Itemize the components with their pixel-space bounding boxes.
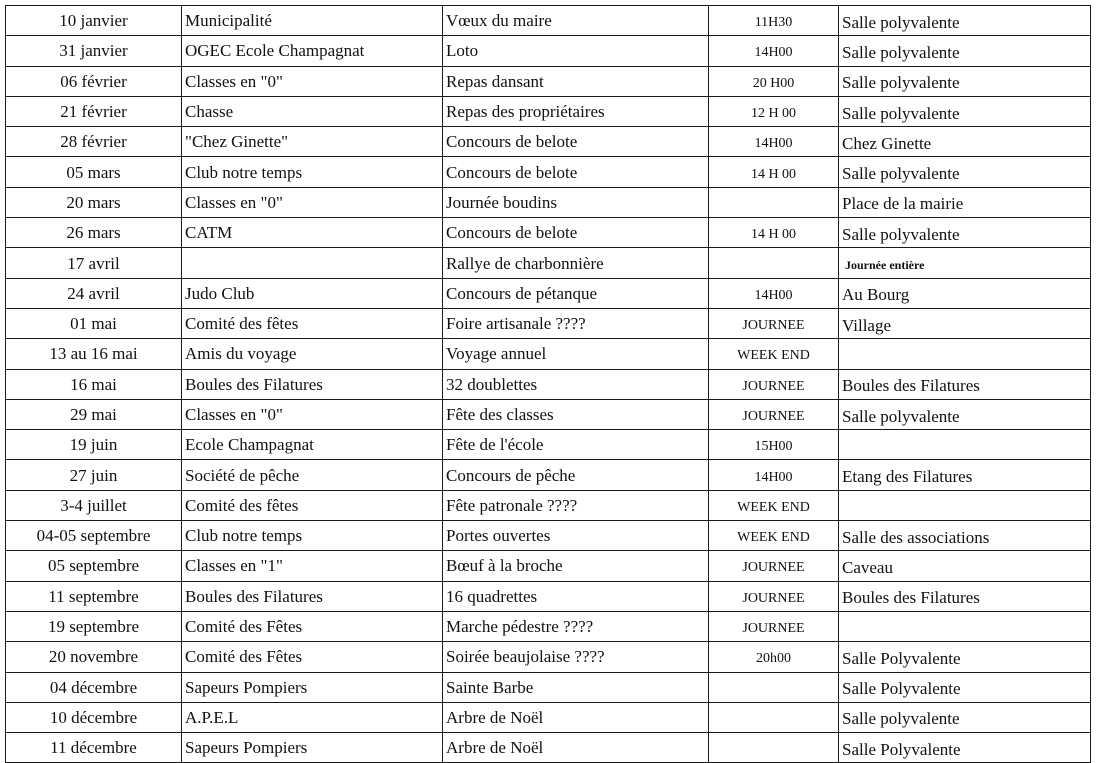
event-location-cell: Journée entière <box>839 248 1091 278</box>
event-date-cell: 06 février <box>6 66 182 96</box>
organizer-cell: OGEC Ecole Champagnat <box>182 36 443 66</box>
table-row <box>6 642 1091 672</box>
table-row <box>6 399 1091 429</box>
organizer-cell: Sapeurs Pompiers <box>182 672 443 702</box>
event-time-cell: 20h00 <box>709 642 839 672</box>
event-date-cell: 29 mai <box>6 399 182 429</box>
organizer-cell: Club notre temps <box>182 521 443 551</box>
event-time-cell: 15H00 <box>709 430 839 460</box>
table-row <box>6 611 1091 641</box>
event-date-cell: 26 mars <box>6 218 182 248</box>
table-row <box>6 6 1091 36</box>
event-name-cell: Loto <box>443 36 709 66</box>
event-name-cell: Fête des classes <box>443 399 709 429</box>
organizer-cell: Boules des Filatures <box>182 369 443 399</box>
event-time-cell: JOURNEE <box>709 399 839 429</box>
organizer-cell: A.P.E.L <box>182 702 443 732</box>
table-row <box>6 66 1091 96</box>
event-location-cell: Salle polyvalente <box>839 96 1091 126</box>
event-location-cell: Salle polyvalente <box>839 702 1091 732</box>
organizer-cell: Comité des Fêtes <box>182 611 443 641</box>
event-date-cell: 16 mai <box>6 369 182 399</box>
organizer-cell: Chasse <box>182 96 443 126</box>
event-date-cell: 19 juin <box>6 430 182 460</box>
event-time-cell: WEEK END <box>709 490 839 520</box>
table-row <box>6 733 1091 763</box>
event-time-cell <box>709 187 839 217</box>
table-row <box>6 278 1091 308</box>
event-date-cell: 20 novembre <box>6 642 182 672</box>
event-date-cell: 05 septembre <box>6 551 182 581</box>
event-time-cell: JOURNEE <box>709 308 839 338</box>
event-location-cell: Salle polyvalente <box>839 399 1091 429</box>
event-time-cell: 14H00 <box>709 36 839 66</box>
table-row <box>6 157 1091 187</box>
events-calendar-table <box>5 5 1091 763</box>
event-name-cell: 32 doublettes <box>443 369 709 399</box>
event-date-cell: 21 février <box>6 96 182 126</box>
table-row <box>6 339 1091 369</box>
organizer-cell: Classes en "0" <box>182 187 443 217</box>
event-name-cell: Repas dansant <box>443 66 709 96</box>
table-row <box>6 369 1091 399</box>
event-location-cell: Caveau <box>839 551 1091 581</box>
event-name-cell: Vœux du maire <box>443 6 709 36</box>
table-row <box>6 702 1091 732</box>
event-location-cell: Chez Ginette <box>839 127 1091 157</box>
event-location-cell: Salle polyvalente <box>839 157 1091 187</box>
event-name-cell: Soirée beaujolaise ???? <box>443 642 709 672</box>
organizer-cell: Municipalité <box>182 6 443 36</box>
table-row <box>6 218 1091 248</box>
event-date-cell: 05 mars <box>6 157 182 187</box>
events-table-body <box>6 6 1091 763</box>
event-date-cell: 11 septembre <box>6 581 182 611</box>
event-date-cell: 10 décembre <box>6 702 182 732</box>
event-date-cell: 3-4 juillet <box>6 490 182 520</box>
organizer-cell: Classes en "0" <box>182 399 443 429</box>
event-name-cell: 16 quadrettes <box>443 581 709 611</box>
table-row <box>6 308 1091 338</box>
event-location-cell: Salle polyvalente <box>839 66 1091 96</box>
event-date-cell: 19 septembre <box>6 611 182 641</box>
event-time-cell: WEEK END <box>709 521 839 551</box>
event-time-cell: JOURNEE <box>709 581 839 611</box>
event-date-cell: 11 décembre <box>6 733 182 763</box>
table-row <box>6 672 1091 702</box>
event-location-cell: Etang des Filatures <box>839 460 1091 490</box>
event-date-cell: 27 juin <box>6 460 182 490</box>
event-location-cell: Village <box>839 308 1091 338</box>
event-location-cell: Boules des Filatures <box>839 369 1091 399</box>
event-name-cell: Repas des propriétaires <box>443 96 709 126</box>
table-row <box>6 127 1091 157</box>
event-time-cell: 14H00 <box>709 278 839 308</box>
organizer-cell: Boules des Filatures <box>182 581 443 611</box>
event-time-cell <box>709 672 839 702</box>
table-row <box>6 248 1091 278</box>
event-location-cell <box>839 430 1091 460</box>
organizer-cell: Ecole Champagnat <box>182 430 443 460</box>
organizer-cell: Comité des fêtes <box>182 490 443 520</box>
event-date-cell: 24 avril <box>6 278 182 308</box>
table-row <box>6 36 1091 66</box>
event-location-cell: Boules des Filatures <box>839 581 1091 611</box>
event-location-cell: Salle polyvalente <box>839 6 1091 36</box>
organizer-cell: Amis du voyage <box>182 339 443 369</box>
organizer-cell: Société de pêche <box>182 460 443 490</box>
event-name-cell: Journée boudins <box>443 187 709 217</box>
event-time-cell: 14 H 00 <box>709 218 839 248</box>
organizer-cell: Sapeurs Pompiers <box>182 733 443 763</box>
event-date-cell: 04-05 septembre <box>6 521 182 551</box>
event-location-cell <box>839 611 1091 641</box>
event-date-cell: 01 mai <box>6 308 182 338</box>
event-time-cell <box>709 248 839 278</box>
event-date-cell: 17 avril <box>6 248 182 278</box>
event-time-cell <box>709 733 839 763</box>
event-time-cell: 14H00 <box>709 460 839 490</box>
event-name-cell: Rallye de charbonnière <box>443 248 709 278</box>
event-time-cell: JOURNEE <box>709 611 839 641</box>
event-name-cell: Foire artisanale ???? <box>443 308 709 338</box>
event-location-cell: Salle Polyvalente <box>839 642 1091 672</box>
event-name-cell: Arbre de Noël <box>443 733 709 763</box>
table-row <box>6 187 1091 217</box>
event-name-cell: Bœuf à la broche <box>443 551 709 581</box>
organizer-cell: Comité des Fêtes <box>182 642 443 672</box>
event-time-cell: 20 H00 <box>709 66 839 96</box>
event-date-cell: 31 janvier <box>6 36 182 66</box>
event-name-cell: Fête de l'école <box>443 430 709 460</box>
table-row <box>6 96 1091 126</box>
organizer-cell: Judo Club <box>182 278 443 308</box>
event-name-cell: Sainte Barbe <box>443 672 709 702</box>
event-name-cell: Concours de belote <box>443 218 709 248</box>
event-location-cell: Au Bourg <box>839 278 1091 308</box>
event-location-cell: Salle Polyvalente <box>839 733 1091 763</box>
event-name-cell: Marche pédestre ???? <box>443 611 709 641</box>
event-location-cell: Salle Polyvalente <box>839 672 1091 702</box>
event-name-cell: Concours de belote <box>443 157 709 187</box>
event-name-cell: Fête patronale ???? <box>443 490 709 520</box>
event-location-cell <box>839 490 1091 520</box>
event-location-cell: Place de la mairie <box>839 187 1091 217</box>
event-time-cell: JOURNEE <box>709 551 839 581</box>
organizer-cell: "Chez Ginette" <box>182 127 443 157</box>
event-name-cell: Concours de pêche <box>443 460 709 490</box>
table-row <box>6 551 1091 581</box>
event-time-cell: WEEK END <box>709 339 839 369</box>
event-location-cell <box>839 339 1091 369</box>
table-row <box>6 460 1091 490</box>
organizer-cell <box>182 248 443 278</box>
organizer-cell: Classes en "1" <box>182 551 443 581</box>
event-location-cell: Salle polyvalente <box>839 36 1091 66</box>
table-row <box>6 581 1091 611</box>
event-name-cell: Concours de pétanque <box>443 278 709 308</box>
event-date-cell: 13 au 16 mai <box>6 339 182 369</box>
event-time-cell: 12 H 00 <box>709 96 839 126</box>
event-location-cell: Salle polyvalente <box>839 218 1091 248</box>
event-time-cell: 11H30 <box>709 6 839 36</box>
event-name-cell: Arbre de Noël <box>443 702 709 732</box>
event-location-cell: Salle des associations <box>839 521 1091 551</box>
organizer-cell: Classes en "0" <box>182 66 443 96</box>
table-row <box>6 521 1091 551</box>
table-row <box>6 490 1091 520</box>
event-time-cell <box>709 702 839 732</box>
event-time-cell: 14H00 <box>709 127 839 157</box>
event-date-cell: 20 mars <box>6 187 182 217</box>
event-name-cell: Portes ouvertes <box>443 521 709 551</box>
event-name-cell: Concours de belote <box>443 127 709 157</box>
organizer-cell: Comité des fêtes <box>182 308 443 338</box>
table-row <box>6 430 1091 460</box>
event-time-cell: 14 H 00 <box>709 157 839 187</box>
event-name-cell: Voyage annuel <box>443 339 709 369</box>
organizer-cell: CATM <box>182 218 443 248</box>
organizer-cell: Club notre temps <box>182 157 443 187</box>
event-time-cell: JOURNEE <box>709 369 839 399</box>
event-date-cell: 28 février <box>6 127 182 157</box>
event-date-cell: 04 décembre <box>6 672 182 702</box>
event-date-cell: 10 janvier <box>6 6 182 36</box>
